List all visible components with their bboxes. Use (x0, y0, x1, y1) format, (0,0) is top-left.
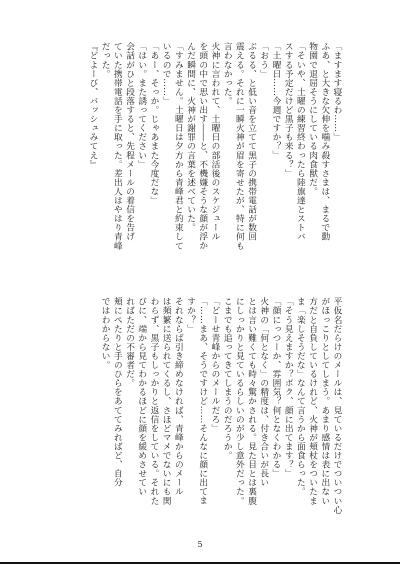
text-line: 「あー、そっか。じゃあまた今度だな」 (148, 42, 159, 205)
text-line: 頬にぺたりと手のひらをあててみればど、自分 (112, 297, 123, 488)
page-number: 5 (197, 540, 203, 549)
text-line: 「おう」 (258, 42, 269, 79)
text-line: ふあ、と大きな欠伸を噛み殺すさまは、まるで動 (319, 42, 330, 242)
text-line: 「そいや、土曜の練習終わったら陸旗達とストバ (295, 42, 306, 242)
text-line: スする予定だけど黒子も来る？」 (283, 42, 294, 178)
text-line: ではわからない。 (100, 297, 111, 370)
text-line: わらず、黒子もしっかりと返信をしている。それた (148, 297, 159, 506)
text-line: がほっこりとしてしまう。あまり感情は表に出ない (319, 297, 330, 506)
text-line: 「すみません。土曜日は夕方から青峰君と約束して (173, 42, 184, 251)
text-line: 「土曜日……今週ですか？」 (270, 42, 281, 160)
text-line: にしっかりと見ているらしいのが少し意外だった。 (234, 297, 245, 506)
text-line: 平仮名だらけのメールは、見ているだけでついつい心 (332, 297, 342, 515)
text-line: びに、端から見てわかるほどに顔を緩めさせてい (136, 297, 147, 497)
text-line: 「そう見えますか？ボク、顔に出てます？」 (283, 297, 294, 478)
text-line: ま「楽しそうだな」なんて言うから面食らった。 (295, 297, 306, 497)
text-line: 「顔にっつーか、雰囲気？何となくわかる」 (270, 297, 281, 478)
text-line: とは言い難くても時々驚かされる。見た目とは裏腹 (246, 297, 257, 506)
text-line: は頻繁に送られてくるし、さほどマメでないにも関 (161, 297, 172, 506)
text-line: 「はい。また誘ってください」 (136, 42, 147, 169)
lower-text-block (57, 297, 343, 533)
text-line: んだ瞬間に、火神が謝罪の言葉を述べていた。 (185, 42, 196, 233)
text-line: 言わなかった。 (222, 42, 233, 106)
text-line: 震える。それに一瞬火神が眉を寄せたが、特に何も (234, 42, 245, 251)
text-line: いるので……」 (161, 42, 172, 106)
text-line: こまでも追ってきてしまうのだろうか。 (222, 297, 233, 460)
text-line: だった。 (100, 42, 111, 79)
text-line: 『どよーび、バッシュみてえ』 (87, 42, 98, 169)
text-line: ていた携帯電話を手に取った。差出人はやはり青峰 (112, 42, 123, 251)
text-line: すか？」 (185, 297, 196, 334)
text-line: ればただの不審者だ。 (124, 297, 135, 388)
text-line: 方だと自負しているけれど、火神が頬杖をついたま (307, 297, 318, 506)
upper-text-block (57, 42, 343, 280)
text-line: ぶるる、と低い音を立てて黒子の携帯電話が数回 (246, 42, 257, 242)
text-line: 「ますます寝るわ……」 (332, 42, 342, 142)
text-line: 「どーせ青峰からのメールだろ」 (209, 297, 220, 433)
bottom-rule (0, 562, 400, 564)
text-line: 「……まあ、そうですけど……そんなに顔に出てま (197, 297, 208, 506)
text-line: 物園で退屈そうにしている肉食獣だ。 (307, 42, 318, 196)
text-line: 火神の「何となく」の精度は、付き合いが長い (258, 297, 269, 488)
text-line: 火神に言われて、土曜日の部活後のスケジュール (209, 42, 220, 242)
text-line: それならば引き締めなければ、青峰からのメール (173, 297, 184, 497)
text-line: を頭の中で思い出す――と、不機嫌そうな顔が浮か (197, 42, 208, 251)
text-line: 会話がひと段落すると、先程メールの着信を告げ (124, 42, 135, 242)
